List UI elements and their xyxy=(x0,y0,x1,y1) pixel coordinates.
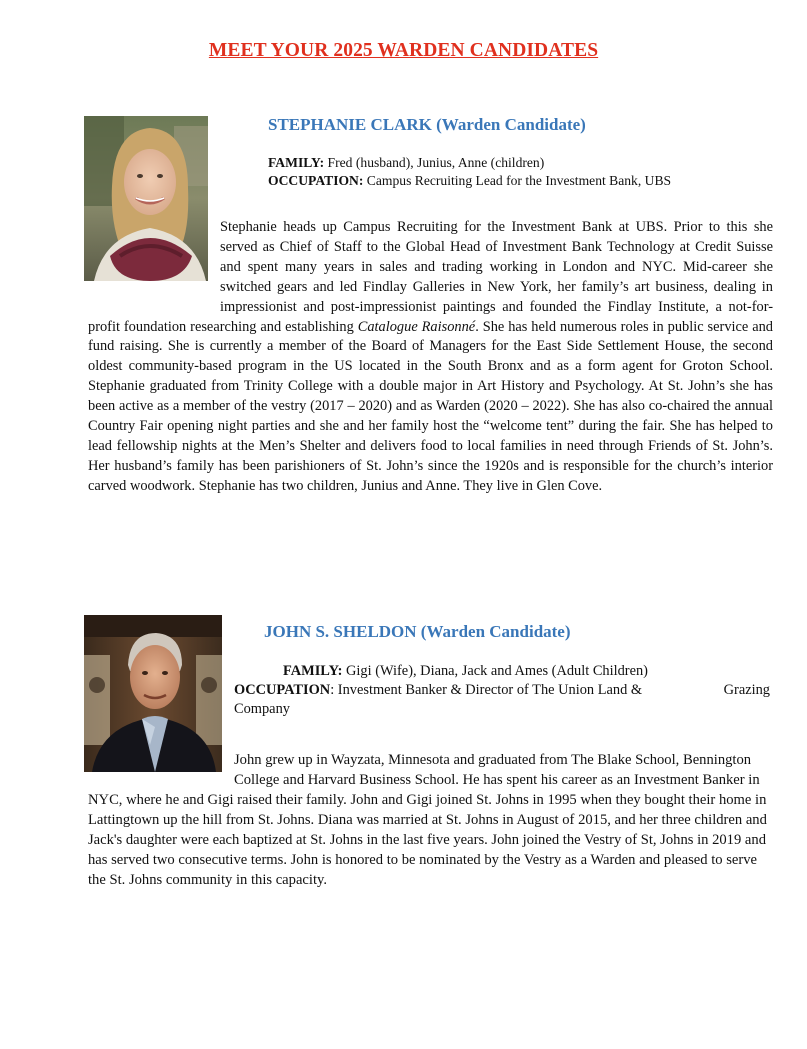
family-value: Fred (husband), Junius, Anne (children) xyxy=(324,155,545,170)
candidate-bio-john xyxy=(88,750,770,890)
candidate-name-john: JOHN S. SHELDON (Warden Candidate) xyxy=(264,622,571,641)
candidate-meta-stephanie xyxy=(268,154,788,190)
occupation-value: : Investment Banker & Director of The Union Land & xyxy=(330,682,643,698)
family-label: FAMILY: xyxy=(268,155,325,170)
occupation-label: OCCUPATION xyxy=(234,682,331,698)
family-label: FAMILY: xyxy=(283,663,343,679)
bio-text-1: Stephanie heads up Campus Recruiting for the Investment Bank at UBS. Prior to this she served as Chief of Staff to the Global Head of Investment Bank Technology at Credit Suisse and spent many years in sales and trading working in London and NYC. Mid-career she switched gears and led Findlay Galleries in New York, her family’s art business, dealing in impressionist and post-impressionist paintings and founded the Findlay Institute, a not-for-profit foundation researching and establishing xyxy=(88,219,773,335)
candidate-name-stephanie: STEPHANIE CLARK (Warden Candidate) xyxy=(268,115,586,134)
occupation-line xyxy=(268,172,788,190)
family-line xyxy=(234,662,774,681)
occupation-label: OCCUPATION: xyxy=(268,173,364,188)
candidate-bio-stephanie xyxy=(88,218,773,497)
family-line xyxy=(268,154,788,172)
bio-italic: Catalogue Raisonné xyxy=(357,318,476,335)
candidate-meta-john xyxy=(234,662,774,719)
family-value: Gigi (Wife), Diana, Jack and Ames (Adult Children) xyxy=(342,663,648,679)
occupation-tail: Grazing xyxy=(723,682,770,698)
occupation-value: Campus Recruiting Lead for the Investment Bank, UBS xyxy=(363,173,672,188)
candidate-photo-john xyxy=(84,615,222,772)
occupation-line-2: Company xyxy=(234,701,290,717)
occupation-line xyxy=(234,681,774,700)
bio-text-2: . She has held numerous roles in public service and fund raising. She is currently a member of the Board of Managers for the East Side Settlement House, the second oldest community-based program in the US located in the South Bronx and as a form agent for Groton School. Stephanie graduated from Trinity College with a double major in Art History and Psychology. At St. John’s she has been active as a member of the vestry (2017 – 2020) and as Warden (2020 – 2022). She has also co-chaired the annual Country Fair opening night parties and she and her family host the “welcome tent” during the fair. She has helped to lead fellowship nights at the Men’s Shelter and delivers food to local families in need through Friends of St. John’s. Her husband’s family has been parishioners of St. John’s since the 1920s and is responsible for the church’s interior carved woodwork. Stephanie has two children, Junius and Anne. They live in Glen Cove. xyxy=(88,318,773,494)
bio-paragraph: John grew up in Wayzata, Minnesota and graduated from The Blake School, Bennington College and Harvard Business School. He has spent his career as an Investment Banker in NYC, where he and Gigi raised their family. John and Gigi joined St. Johns in 1995 when they bought their home in Lattingtown up the hill from St. Johns. Diana was married at St. Johns in August of 2015, and her three children and Jack's daughter were each baptized at St. Johns in the last five years. John joined the Vestry of St, Johns in 2019 and has served two consecutive terms. John is honored to be nominated by the Vestry as a Warden and pleased to serve the St. Johns community in this capacity. xyxy=(88,752,767,888)
page-title: MEET YOUR 2025 WARDEN CANDIDATES xyxy=(208,40,599,61)
